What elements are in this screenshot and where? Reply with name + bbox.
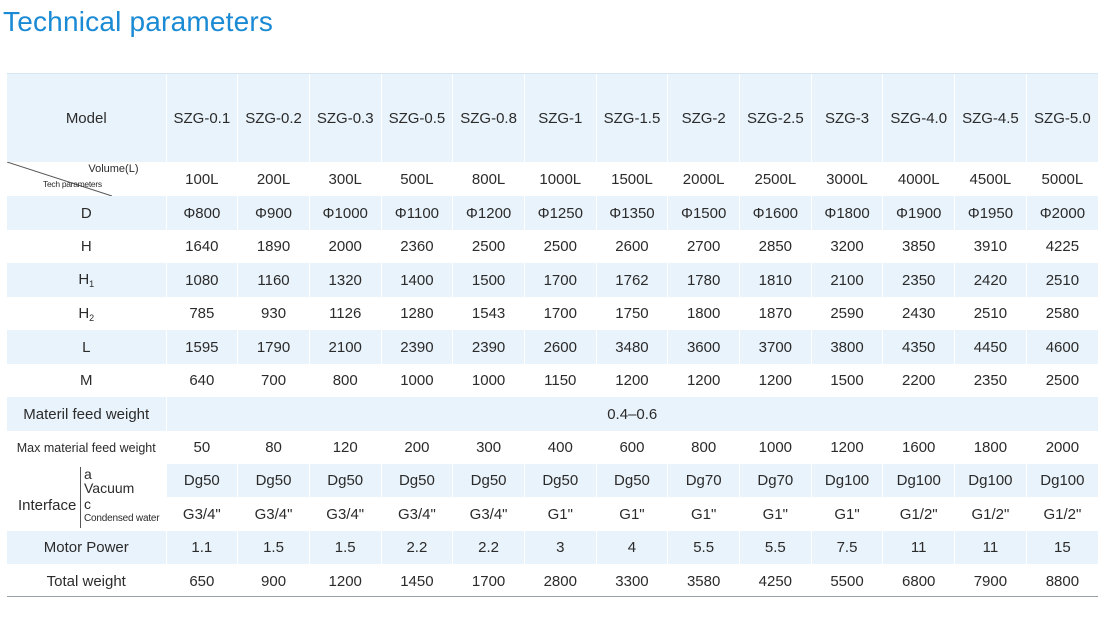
max-feed-weight-cell: 50	[166, 431, 238, 464]
interface-c-cell: G3/4"	[166, 497, 238, 531]
page-title: Technical parameters	[3, 6, 274, 37]
volume-cell: 5000L	[1026, 162, 1098, 196]
h2-cell: 2510	[955, 297, 1027, 330]
model-cell: SZG-0.8	[453, 74, 525, 162]
volume-cell: 3000L	[811, 162, 883, 196]
h-cell: 3910	[955, 230, 1027, 263]
h1-cell: 1700	[524, 263, 596, 297]
m-cell: 1200	[668, 364, 740, 397]
row-max-feed-weight	[7, 431, 1098, 464]
volume-header: Volume(L)	[88, 163, 139, 175]
l-cell: 1595	[166, 330, 238, 364]
interface-a-cell: Dg70	[740, 464, 812, 497]
l-cell: 2100	[309, 330, 381, 364]
total-weight-cell: 6800	[883, 564, 955, 598]
motor-power-cell: 15	[1026, 531, 1098, 564]
technical-parameters-table	[7, 74, 1098, 598]
max-feed-weight-cell: 1600	[883, 431, 955, 464]
h-cell: 2500	[453, 230, 525, 263]
row-label-max-feed-weight: Max material feed weight	[16, 440, 156, 455]
tech-parameters-header	[7, 162, 166, 196]
row-feed-weight	[7, 397, 1098, 431]
row-label-h1: $H_1$	[7, 263, 166, 297]
interface-c-cell: G3/4"	[238, 497, 310, 531]
m-cell: 1000	[453, 364, 525, 397]
interface-label-cell	[7, 464, 166, 531]
interface-c-cell: G1/2"	[1026, 497, 1098, 531]
model-cell: SZG-0.2	[238, 74, 310, 162]
volume-cell: 100L	[166, 162, 238, 196]
d-cell: Φ2000	[1026, 196, 1098, 230]
max-feed-weight-cell: 1200	[811, 431, 883, 464]
l-cell: 1790	[238, 330, 310, 364]
model-cell: SZG-0.3	[309, 74, 381, 162]
model-cell: SZG-3	[811, 74, 883, 162]
m-cell: 1000	[381, 364, 453, 397]
d-cell: Φ1000	[309, 196, 381, 230]
h1-cell: 2420	[955, 263, 1027, 297]
tech-parameters-label: Tech parameters	[43, 179, 102, 189]
l-cell: 2390	[381, 330, 453, 364]
h2-cell: 930	[238, 297, 310, 330]
h1-cell: 1810	[740, 263, 812, 297]
h-cell: 3850	[883, 230, 955, 263]
h1-cell: 1320	[309, 263, 381, 297]
h2-cell: 2590	[811, 297, 883, 330]
interface-a-cell: Dg100	[811, 464, 883, 497]
max-feed-weight-cell: 800	[668, 431, 740, 464]
interface-vacuum-label: Vacuum	[84, 480, 135, 496]
row-total-weight	[7, 564, 1098, 598]
row-label-m: M	[80, 372, 93, 389]
max-feed-weight-cell: 1800	[955, 431, 1027, 464]
m-cell: 1200	[740, 364, 812, 397]
d-cell: Φ1350	[596, 196, 668, 230]
interface-a-cell: Dg100	[883, 464, 955, 497]
interface-c-cell: G1/2"	[955, 497, 1027, 531]
h1-cell: 1160	[238, 263, 310, 297]
h-cell: 1890	[238, 230, 310, 263]
row-interface-a	[7, 464, 1098, 497]
h2-cell: 785	[166, 297, 238, 330]
volume-row	[7, 162, 1098, 196]
max-feed-weight-cell: 2000	[1026, 431, 1098, 464]
d-cell: Φ900	[238, 196, 310, 230]
volume-cell: 200L	[238, 162, 310, 196]
total-weight-cell: 3300	[596, 564, 668, 598]
volume-cell: 4000L	[883, 162, 955, 196]
interface-a-label: a	[84, 466, 92, 482]
m-cell: 700	[238, 364, 310, 397]
m-cell: 2500	[1026, 364, 1098, 397]
d-cell: Φ1200	[453, 196, 525, 230]
d-cell: Φ1900	[883, 196, 955, 230]
l-cell: 2390	[453, 330, 525, 364]
m-cell: 1200	[596, 364, 668, 397]
interface-c-cell: G1"	[668, 497, 740, 531]
h-cell: 3200	[811, 230, 883, 263]
max-feed-weight-cell: 300	[453, 431, 525, 464]
h2-cell: 1750	[596, 297, 668, 330]
max-feed-weight-cell: 1000	[740, 431, 812, 464]
h2-cell: 2580	[1026, 297, 1098, 330]
interface-a-cell: Dg100	[1026, 464, 1098, 497]
motor-power-cell: 4	[596, 531, 668, 564]
interface-c-cell: G3/4"	[453, 497, 525, 531]
interface-a-cell: Dg50	[453, 464, 525, 497]
motor-power-cell: 2.2	[453, 531, 525, 564]
h-cell: 2850	[740, 230, 812, 263]
total-weight-cell: 2800	[524, 564, 596, 598]
d-cell: Φ800	[166, 196, 238, 230]
row-h2	[7, 297, 1098, 330]
total-weight-cell: 650	[166, 564, 238, 598]
interface-c-cell: G1"	[740, 497, 812, 531]
row-label-d: D	[7, 196, 166, 230]
interface-a-cell: Dg50	[596, 464, 668, 497]
h2-cell: 1800	[668, 297, 740, 330]
motor-power-cell: 2.2	[381, 531, 453, 564]
interface-a-cell: Dg50	[524, 464, 596, 497]
h2-cell: 1280	[381, 297, 453, 330]
volume-cell: 500L	[381, 162, 453, 196]
h2-cell: 2430	[883, 297, 955, 330]
motor-power-cell: 5.5	[668, 531, 740, 564]
row-label-motor-power: Motor Power	[7, 531, 166, 564]
model-cell: SZG-2.5	[740, 74, 812, 162]
h1-cell: 2350	[883, 263, 955, 297]
row-label-h2: $H_2$	[78, 304, 95, 323]
d-cell: Φ1250	[524, 196, 596, 230]
volume-cell: 800L	[453, 162, 525, 196]
l-cell: 4600	[1026, 330, 1098, 364]
max-feed-weight-cell: 600	[596, 431, 668, 464]
interface-c-cell: G3/4"	[309, 497, 381, 531]
interface-a-cell: Dg70	[668, 464, 740, 497]
h-cell: 2600	[596, 230, 668, 263]
model-cell: SZG-1.5	[596, 74, 668, 162]
h-cell: 1640	[166, 230, 238, 263]
h1-cell: 1500	[453, 263, 525, 297]
volume-cell: 300L	[309, 162, 381, 196]
interface-a-cell: Dg50	[309, 464, 381, 497]
h-cell: 2000	[309, 230, 381, 263]
model-cell: SZG-0.5	[381, 74, 453, 162]
row-label-total-weight: Total weight	[46, 572, 126, 590]
interface-c-label: c	[84, 496, 91, 512]
motor-power-cell: 1.1	[166, 531, 238, 564]
motor-power-cell: 1.5	[309, 531, 381, 564]
volume-cell: 4500L	[955, 162, 1027, 196]
volume-cell: 1000L	[524, 162, 596, 196]
motor-power-cell: 11	[883, 531, 955, 564]
row-d	[7, 196, 1098, 230]
h1-cell: 1762	[596, 263, 668, 297]
interface-label: Interface	[18, 497, 77, 514]
row-m	[7, 364, 1098, 397]
table-bottom-rule	[7, 596, 1098, 597]
h-cell: 2700	[668, 230, 740, 263]
total-weight-cell: 1700	[453, 564, 525, 598]
l-cell: 4350	[883, 330, 955, 364]
max-feed-weight-cell: 400	[524, 431, 596, 464]
total-weight-cell: 5500	[811, 564, 883, 598]
h-cell: 2360	[381, 230, 453, 263]
d-cell: Φ1800	[811, 196, 883, 230]
model-cell: SZG-4.0	[883, 74, 955, 162]
max-feed-weight-cell: 80	[238, 431, 310, 464]
h1-cell: 1400	[381, 263, 453, 297]
total-weight-cell: 4250	[740, 564, 812, 598]
total-weight-cell: 8800	[1026, 564, 1098, 598]
motor-power-cell: 5.5	[740, 531, 812, 564]
volume-cell: 1500L	[596, 162, 668, 196]
l-cell: 3800	[811, 330, 883, 364]
interface-a-cell: Dg50	[238, 464, 310, 497]
total-weight-cell: 900	[238, 564, 310, 598]
interface-c-cell: G1"	[596, 497, 668, 531]
total-weight-cell: 1450	[381, 564, 453, 598]
total-weight-cell: 7900	[955, 564, 1027, 598]
d-cell: Φ1600	[740, 196, 812, 230]
volume-cell: 2500L	[740, 162, 812, 196]
feed-weight-value: 0.4–0.6	[166, 397, 1098, 431]
d-cell: Φ1950	[955, 196, 1027, 230]
m-cell: 1500	[811, 364, 883, 397]
l-cell: 3700	[740, 330, 812, 364]
h1-cell: 1780	[668, 263, 740, 297]
row-h1	[7, 263, 1098, 297]
interface-a-cell: Dg50	[381, 464, 453, 497]
interface-a-cell: Dg50	[166, 464, 238, 497]
h2-cell: 1126	[309, 297, 381, 330]
model-cell: SZG-4.5	[955, 74, 1027, 162]
m-cell: 1150	[524, 364, 596, 397]
l-cell: 4450	[955, 330, 1027, 364]
m-cell: 800	[309, 364, 381, 397]
row-label-l: L	[7, 330, 166, 364]
d-cell: Φ1100	[381, 196, 453, 230]
l-cell: 2600	[524, 330, 596, 364]
d-cell: Φ1500	[668, 196, 740, 230]
model-row	[7, 74, 1098, 162]
h-cell: 4225	[1026, 230, 1098, 263]
interface-c-cell: G1/2"	[883, 497, 955, 531]
m-cell: 2350	[955, 364, 1027, 397]
volume-cell: 2000L	[668, 162, 740, 196]
interface-c-cell: G1"	[811, 497, 883, 531]
interface-bracket	[80, 467, 81, 528]
row-l	[7, 330, 1098, 364]
h1-cell: 2100	[811, 263, 883, 297]
m-cell: 640	[166, 364, 238, 397]
max-feed-weight-cell: 120	[309, 431, 381, 464]
model-header: Model	[7, 74, 166, 162]
interface-c-cell: G3/4"	[381, 497, 453, 531]
h1-cell: 2510	[1026, 263, 1098, 297]
interface-a-cell: Dg100	[955, 464, 1027, 497]
l-cell: 3480	[596, 330, 668, 364]
row-label-feed-weight: Materil feed weight	[7, 397, 166, 431]
model-cell: SZG-5.0	[1026, 74, 1098, 162]
motor-power-cell: 7.5	[811, 531, 883, 564]
motor-power-cell: 11	[955, 531, 1027, 564]
total-weight-cell: 3580	[668, 564, 740, 598]
total-weight-cell: 1200	[309, 564, 381, 598]
model-cell: SZG-1	[524, 74, 596, 162]
row-h	[7, 230, 1098, 263]
row-label-h: H	[80, 238, 92, 255]
h2-cell: 1543	[453, 297, 525, 330]
max-feed-weight-cell: 200	[381, 431, 453, 464]
m-cell: 2200	[883, 364, 955, 397]
h-cell: 2500	[524, 230, 596, 263]
interface-condensed-label: Condensed water	[84, 513, 160, 524]
l-cell: 3600	[668, 330, 740, 364]
row-interface-c	[7, 497, 1098, 531]
motor-power-cell: 1.5	[238, 531, 310, 564]
model-cell: SZG-0.1	[166, 74, 238, 162]
row-motor-power	[7, 531, 1098, 564]
h2-cell: 1870	[740, 297, 812, 330]
h2-cell: 1700	[524, 297, 596, 330]
interface-c-cell: G1"	[524, 497, 596, 531]
motor-power-cell: 3	[524, 531, 596, 564]
model-cell: SZG-2	[668, 74, 740, 162]
h1-cell: 1080	[166, 263, 238, 297]
